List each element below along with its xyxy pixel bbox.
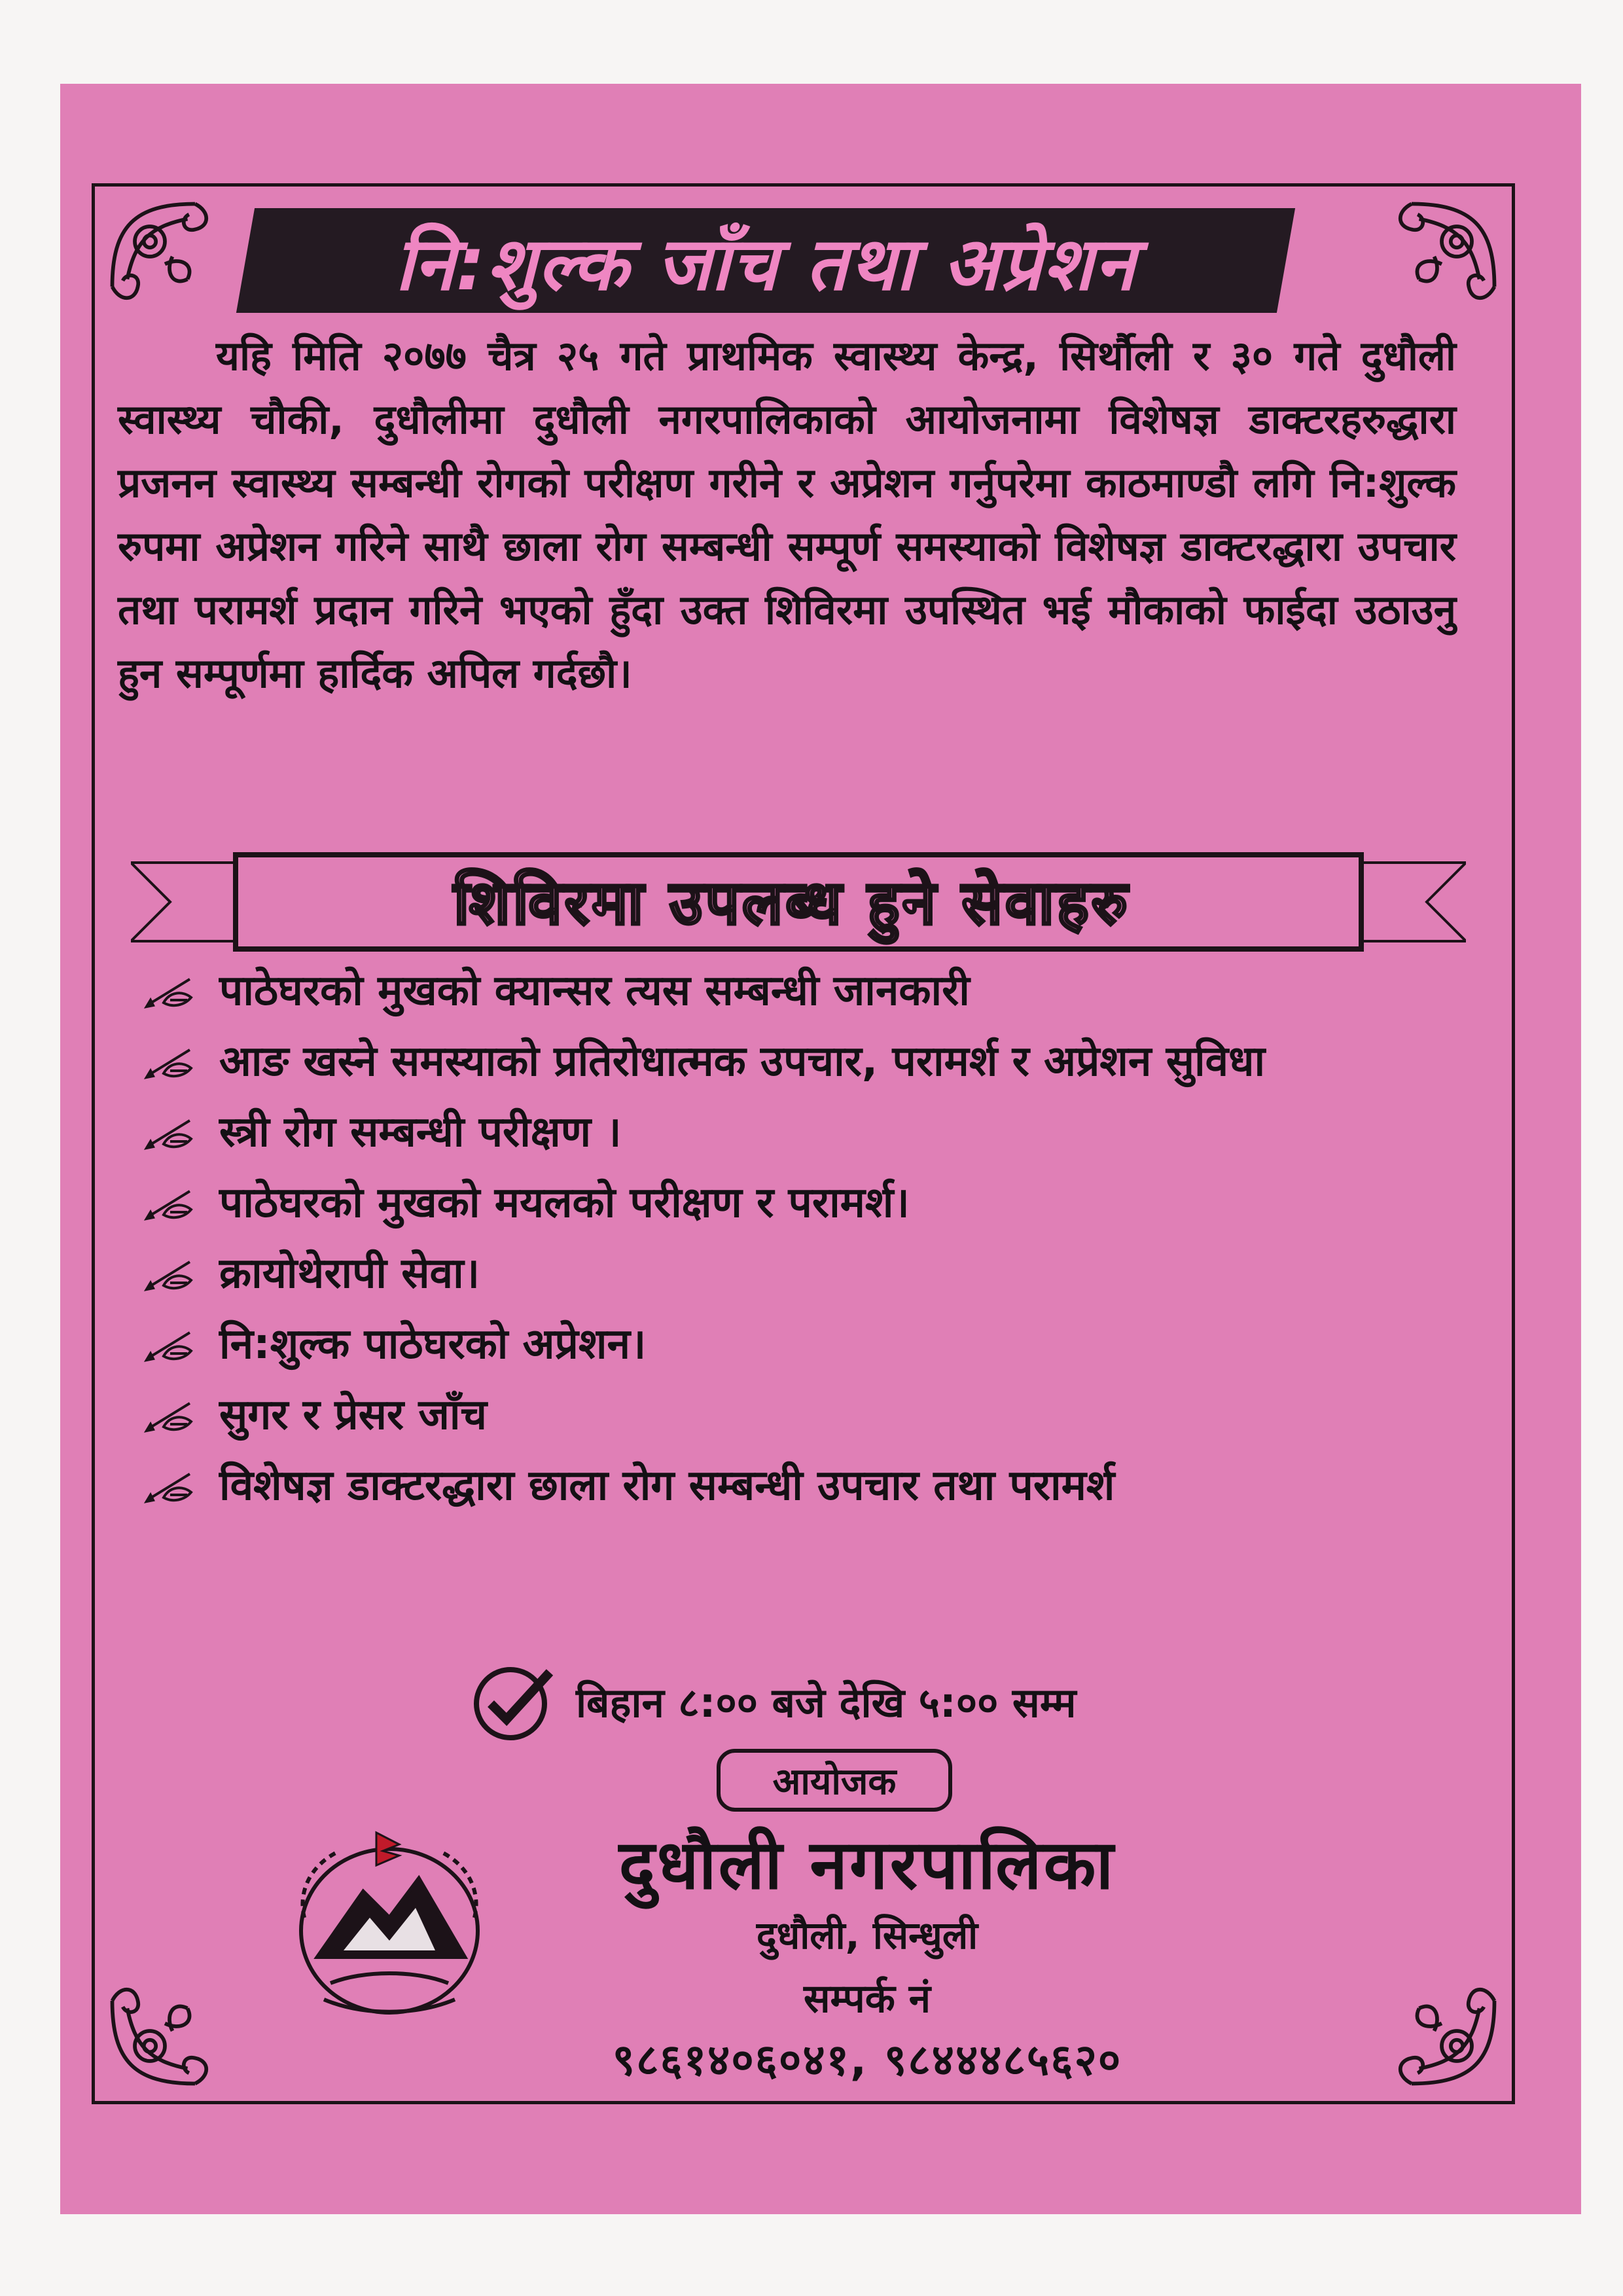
pen-hand-icon (144, 1450, 219, 1521)
bottom-right-ornament-icon (1351, 1941, 1502, 2091)
organizer-label: आयोजक (717, 1749, 952, 1812)
pen-hand-icon (144, 1380, 219, 1450)
list-item: नि:शुल्क पाठेघरको अप्रेशन। (144, 1309, 1459, 1380)
list-item: आङ खस्ने समस्याको प्रतिरोधात्मक उपचार, परामर्श र अप्रेशन सुविधा (144, 1026, 1459, 1097)
pen-hand-icon (144, 1026, 219, 1097)
timing-row (465, 1662, 1250, 1741)
organizer-place: दुधौली, सिन्धुली (756, 1913, 978, 1958)
services-title: शिविरमा उपलब्ध हुने सेवाहरु (454, 867, 1130, 938)
list-item: सुगर र प्रेसर जाँच (144, 1380, 1459, 1450)
bottom-left-ornament-icon (105, 1941, 255, 2091)
clock-check-icon (465, 1659, 563, 1744)
pen-hand-icon (144, 1309, 219, 1380)
pen-hand-icon (144, 1168, 219, 1238)
pen-hand-icon (144, 1097, 219, 1168)
list-item: विशेषज्ञ डाक्टरद्धारा छाला रोग सम्बन्धी उपचार तथा परामर्श (144, 1450, 1459, 1521)
list-item: स्त्री रोग सम्बन्धी परीक्षण । (144, 1097, 1459, 1168)
list-item: क्रायोथेरापी सेवा। (144, 1238, 1459, 1309)
list-item: पाठेघरको मुखको क्यान्सर त्यस सम्बन्धी जानकारी (144, 956, 1459, 1026)
nepal-emblem-icon (278, 1820, 501, 2029)
list-item: पाठेघरको मुखको मयलको परीक्षण र परामर्श। (144, 1168, 1459, 1238)
pen-hand-icon (144, 1238, 219, 1309)
services-list (144, 956, 1459, 1521)
organizer-name: दुधौली नगरपालिका (618, 1825, 1116, 1905)
contact-numbers: ९८६१४०६०४१, ९८४४४८५६२० (612, 2035, 1122, 2085)
intro-paragraph: यहि मिति २०७७ चैत्र २५ गते प्राथमिक स्वास्थ्य केन्द्र, सिर्थौली र ३० गते दुधौली स्वास्थ्य चौकी, दुधौलीमा दुधौली नगरपालिकाको आयोजनामा विशेषज्ञ डाक्टरहरुद्धारा प्रजनन स्वास्थ्य सम्बन्धी रोगको परीक्षण गरीने र अप्रेशन गर्नुपरेमा काठमाण्डौ लगि नि:शुल्क रुपमा अप्रेशन गरिने साथै छाला रोग सम्बन्धी सम्पूर्ण समस्याको विशेषज्ञ डाक्टरद्धारा उपचार तथा परामर्श प्रदान गरिने भएको हुँदा उक्त शिविरमा उपस्थित भई मौकाको फाईदा उठाउनु हुन सम्पूर्णमा हार्दिक अपिल गर्दछौ। (118, 332, 1456, 697)
pen-hand-icon (144, 956, 219, 1026)
timing-text: बिहान ८:०० बजे देखि ५:०० सम्म (576, 1679, 1077, 1727)
page-title: नि:शुल्क जाँच तथा अप्रेशन (395, 221, 1137, 307)
contact-label: सम्पर्क नं (803, 1976, 931, 2022)
